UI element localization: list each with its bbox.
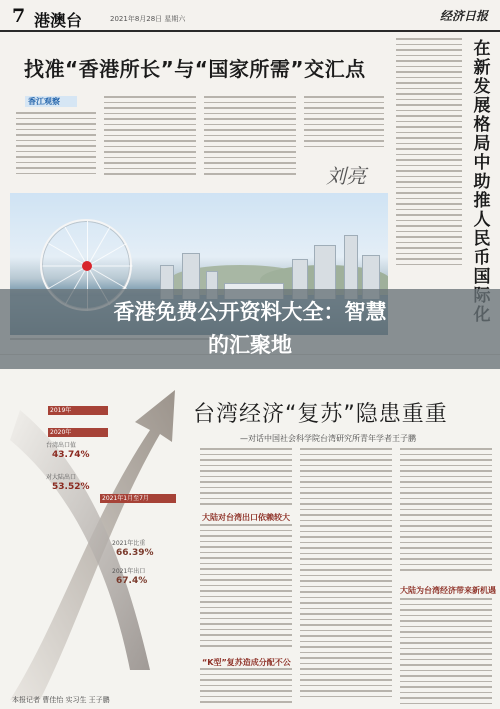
bottom-text-col-2: [300, 448, 392, 709]
stat-value-4: 67.4%: [116, 576, 148, 586]
article-text-col-1: [16, 112, 96, 188]
export-infographic: [0, 370, 190, 709]
section-name: 港澳台: [34, 11, 83, 30]
section-heading-right: 大陆为台湾经济带来新机遇: [400, 586, 496, 595]
bottom-text-col-1: [200, 448, 292, 508]
section-heading-left: 大陆对台湾出口依赖较大: [202, 513, 290, 522]
bottom-subheadline: —对话中国社会科学院台湾研究所青年学者王子鹏: [240, 434, 416, 443]
section-heading-k-shape: “K型”复苏造成分配不公: [202, 658, 291, 667]
stat-label-1: 台湾出口值: [46, 442, 77, 449]
newspaper-brand: 经济日报: [439, 9, 488, 23]
issue-date: 2021年8月28日 星期六: [110, 15, 186, 23]
title-overlay-banner[interactable]: [0, 289, 500, 369]
year-box-2020: 2020年: [48, 428, 108, 437]
bottom-text-col-3: [400, 448, 492, 580]
year-box-2021: 2021年1月至7月: [100, 494, 176, 503]
bottom-text-col-1c: [200, 668, 292, 708]
stat-label-2: 对大陆出口: [46, 474, 77, 481]
bottom-newspaper-page: [0, 370, 500, 709]
right-text-col-1: [396, 38, 462, 288]
article-text-col-2: [104, 96, 196, 188]
stat-label-4: 2021年出口: [112, 568, 146, 575]
overlay-title-line-1: 香港免费公开资料大全：智慧: [113, 300, 387, 324]
column-tag: 香江观察: [25, 96, 77, 107]
author-signature: 刘亮: [326, 164, 366, 188]
article-authors: 本报记者 曹佳怡 实习生 王子鹏: [12, 696, 110, 704]
page-number: 7: [12, 5, 26, 27]
year-box-2019: 2019年: [48, 406, 108, 415]
stat-label-3: 2021年比重: [112, 540, 146, 547]
top-headline: 找准“香港所长”与“国家所需”交汇点: [24, 57, 366, 81]
arrow-graphic: [0, 370, 190, 709]
side-headline: 在新发展格局中助推人民币国: [473, 39, 491, 287]
masthead: [0, 0, 500, 32]
article-text-col-4: [304, 96, 384, 156]
bottom-text-col-1b: [200, 524, 292, 652]
stat-value-1: 43.74%: [52, 450, 90, 460]
stat-value-3: 66.39%: [116, 548, 154, 558]
bottom-headline: 台湾经济“复苏”隐患重重: [193, 402, 448, 427]
overlay-title[interactable]: [0, 289, 500, 362]
bottom-text-col-3b: [400, 598, 492, 709]
article-text-col-3: [204, 96, 296, 188]
stat-value-2: 53.52%: [52, 482, 90, 492]
overlay-title-line-2: 的汇聚地: [208, 333, 292, 357]
